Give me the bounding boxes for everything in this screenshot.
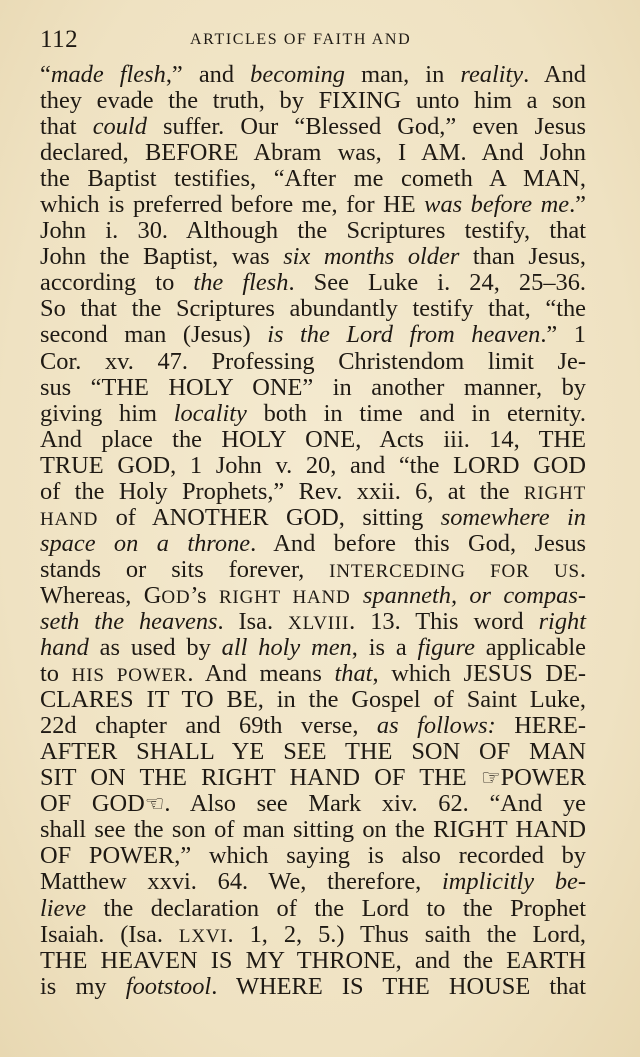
text-line: giving him locality both in time and in eternity. bbox=[40, 399, 586, 427]
text-line: Whereas, GOD’s RIGHT HAND spanneth, or compas- bbox=[40, 581, 586, 609]
page-number: 112 bbox=[40, 26, 79, 53]
text-line: second man (Jesus) is the Lord from heaven.” 1 bbox=[40, 321, 587, 349]
text-line: So that the Scriptures abundantly testify that, “the bbox=[40, 295, 586, 323]
text-line: lieve the declaration of the Lord to the Prophet bbox=[40, 894, 586, 922]
text-line: to HIS POWER. And means that, which JESUS DE- bbox=[40, 660, 586, 688]
text-line: according to the flesh. See Luke i. 24, 25–36. bbox=[40, 269, 587, 297]
text-line: they evade the truth, by FIXING unto him a son bbox=[40, 87, 586, 115]
text-line: which is preferred before me, for HE was before me.” bbox=[40, 191, 586, 219]
text-line: that could suffer. Our “Blessed God,” even Jesus bbox=[40, 113, 586, 141]
text-line: is my footstool. WHERE IS THE HOUSE that bbox=[40, 972, 586, 1000]
text-line: sus “THE HOLY ONE” in another manner, by bbox=[40, 373, 586, 401]
text-line: of the Holy Prophets,” Rev. xxii. 6, at the RIGHT bbox=[40, 477, 586, 505]
text-line: declared, BEFORE Abram was, I AM. And John bbox=[40, 139, 586, 167]
text-line: John the Baptist, was six months older than Jesus, bbox=[40, 243, 586, 271]
page-header bbox=[40, 26, 588, 60]
text-line: OF POWER,” which saying is also recorded by bbox=[40, 842, 586, 870]
body-text bbox=[40, 62, 586, 1000]
running-head: ARTICLES OF FAITH AND bbox=[190, 31, 412, 48]
text-line: Matthew xxvi. 64. We, therefore, implicitly be- bbox=[40, 868, 586, 896]
text-line: shall see the son of man sitting on the RIGHT HAND bbox=[40, 816, 586, 844]
text-line: John i. 30. Although the Scriptures testify, that bbox=[40, 217, 586, 245]
text-line: stands or sits forever, INTERCEDING FOR US. bbox=[40, 555, 586, 583]
text-line: SIT ON THE RIGHT HAND OF THE ☞POWER bbox=[40, 764, 586, 792]
text-line: Cor. xv. 47. Professing Christendom limit Je- bbox=[40, 347, 586, 375]
text-line: TRUE GOD, 1 John v. 20, and “the LORD GOD bbox=[40, 451, 586, 479]
text-line: space on a throne. And before this God, Jesus bbox=[40, 529, 587, 557]
text-line: OF GOD☜. Also see Mark xiv. 62. “And ye bbox=[40, 790, 586, 818]
text-line: hand as used by all holy men, is a figure applicable bbox=[40, 634, 586, 662]
text-line: AFTER SHALL YE SEE THE SON OF MAN bbox=[40, 738, 586, 766]
text-line: THE HEAVEN IS MY THRONE, and the EARTH bbox=[40, 946, 586, 974]
text-line: the Baptist testifies, “After me cometh A MAN, bbox=[40, 165, 586, 193]
text-line: HAND of ANOTHER GOD, sitting somewhere in bbox=[40, 503, 586, 531]
text-line: seth the heavens. Isa. XLVIII. 13. This word right bbox=[40, 607, 586, 635]
text-line: And place the HOLY ONE, Acts iii. 14, THE bbox=[40, 425, 586, 453]
text-line: CLARES IT TO BE, in the Gospel of Saint Luke, bbox=[40, 686, 586, 714]
text-line: “made flesh,” and becoming man, in reality. And bbox=[40, 61, 586, 88]
text-line: Isaiah. (Isa. LXVI. 1, 2, 5.) Thus saith the Lord, bbox=[40, 920, 586, 948]
text-line: 22d chapter and 69th verse, as follows: HERE- bbox=[40, 712, 586, 740]
